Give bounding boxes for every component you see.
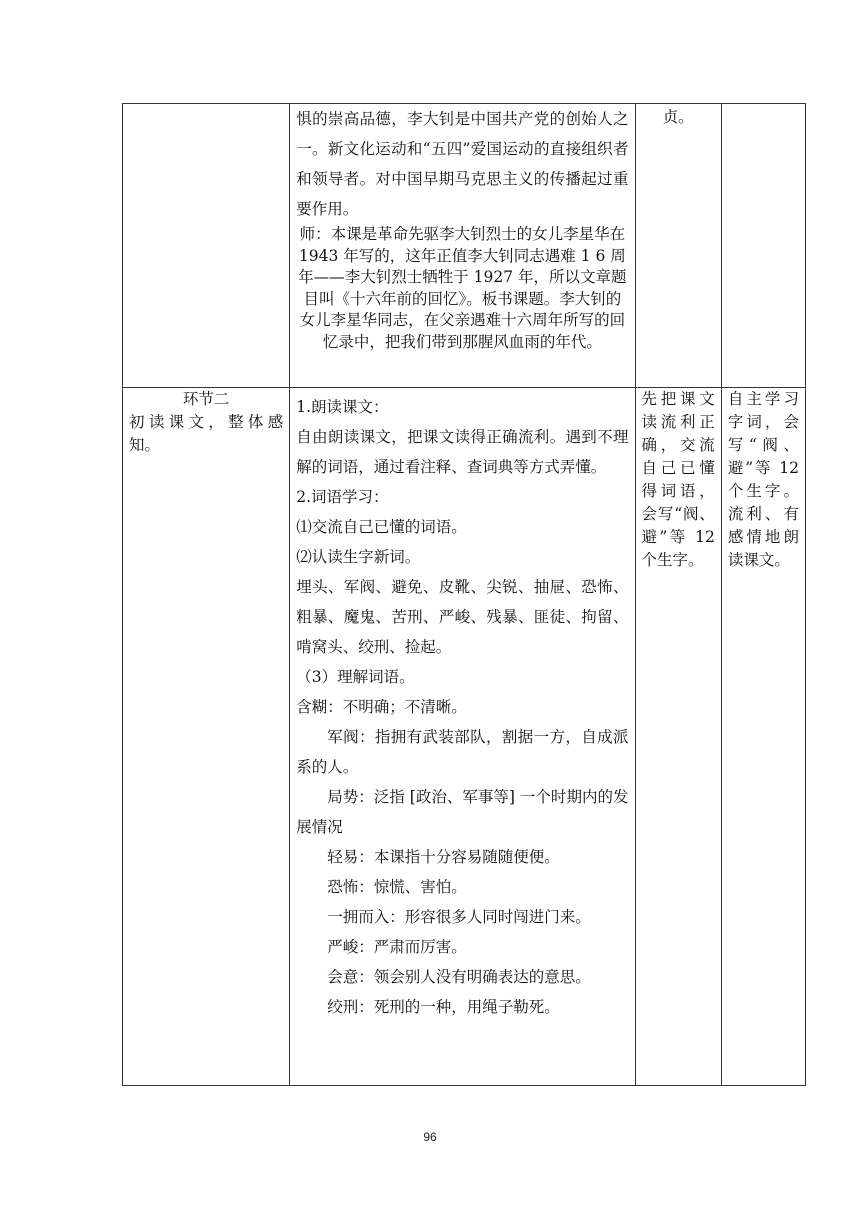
content-line: ⑴交流自己已懂的词语。 bbox=[296, 518, 467, 536]
student-text: 贞。 bbox=[662, 108, 694, 126]
lesson-plan-table bbox=[122, 103, 806, 1086]
content-line: （3）理解词语。 bbox=[296, 668, 415, 686]
content-line: 一拥而入：形容很多人同时闯进门来。 bbox=[327, 908, 591, 926]
content-line: 绞刑：死刑的一种，用绳子勒死。 bbox=[327, 998, 560, 1016]
stage-desc: 初读课文，整体感知。 bbox=[129, 413, 284, 454]
stage-cell bbox=[123, 388, 290, 1086]
content-paragraph: 惧的崇高品德，李大钊是中国共产党的创始人之一。新文化运动和“五四”爱国运动的直接组织者和领导者。对中国早期马克思主义的传播起过重要作用。 bbox=[296, 110, 629, 218]
student-cell bbox=[635, 388, 721, 1086]
teacher-paragraph: 师：本课是革命先驱李大钊烈士的女儿李星华在 1943 年写的，这年正值李大钊同志遇难 1 6 周年——李大钊烈士牺牲于 1927 年，所以文章题目叫《十六年前的回忆》。板书课题。李大钊的女儿李星华同志，在父亲遇难十六周年所写的回忆录中，把我们带到那腥风血雨的年代。 bbox=[298, 225, 627, 351]
content-line: 严峻：严肃而厉害。 bbox=[327, 938, 467, 956]
goal-cell bbox=[721, 104, 805, 388]
content-cell bbox=[290, 388, 635, 1086]
content-line: ⑵认读生字新词。 bbox=[296, 548, 421, 566]
goal-text: 自主学习字词，会写“阀、避”等 12 个生字。流利、有感情地朗读课文。 bbox=[727, 390, 799, 569]
content-line: 2.词语学习： bbox=[296, 488, 389, 506]
student-text: 先把课文读流利正确，交流自己已懂得词语，会写“阀、避”等 12 个生字。 bbox=[641, 390, 715, 569]
content-cell bbox=[290, 104, 635, 388]
page-number: 96 bbox=[423, 1130, 437, 1144]
content-line: 恐怖：惊慌、害怕。 bbox=[327, 878, 467, 896]
content-line: 埋头、军阀、避免、皮靴、尖锐、抽屉、恐怖、粗暴、魔鬼、苦刑、严峻、残暴、匪徒、拘留、啃窝头、绞刑、捡起。 bbox=[296, 578, 629, 656]
content-line: 轻易：本课指十分容易随随便便。 bbox=[327, 848, 560, 866]
student-cell bbox=[635, 104, 721, 388]
content-line: 局势：泛指 [政治、军事等] 一个时期内的发展情况 bbox=[296, 788, 629, 836]
table-row bbox=[123, 104, 806, 388]
content-line: 会意：领会别人没有明确表达的意思。 bbox=[327, 968, 591, 986]
table-row bbox=[123, 388, 806, 1086]
content-line: 自由朗读课文，把课文读得正确流利。遇到不理解的词语，通过看注释、查词典等方式弄懂。 bbox=[296, 428, 629, 476]
content-line: 军阀：指拥有武装部队，割据一方，自成派系的人。 bbox=[296, 728, 629, 776]
content-line: 含糊：不明确；不清晰。 bbox=[296, 698, 467, 716]
goal-cell bbox=[721, 388, 805, 1086]
stage-title: 环节二 bbox=[182, 390, 230, 408]
content-line: 1.朗读课文： bbox=[296, 398, 389, 416]
stage-cell bbox=[123, 104, 290, 388]
